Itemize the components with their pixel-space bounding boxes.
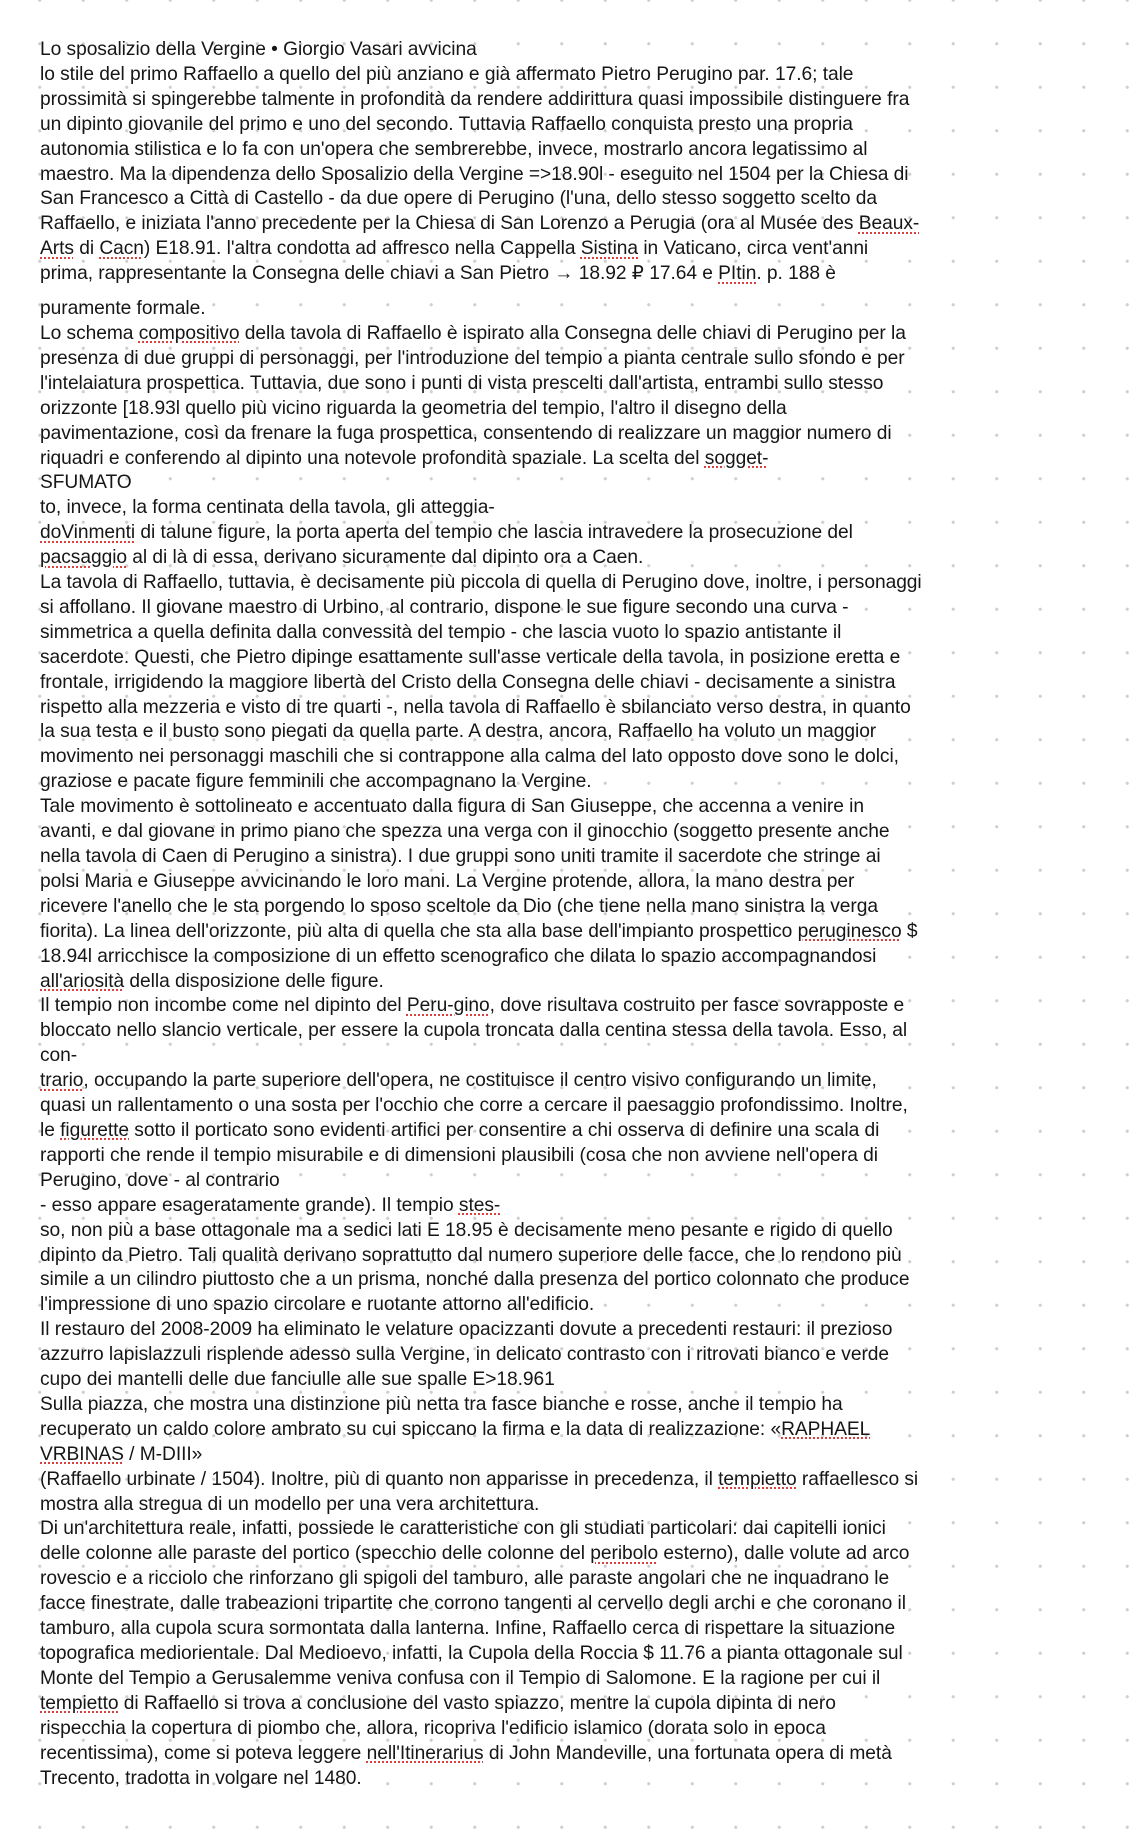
text-line bbox=[40, 895, 1040, 920]
text-run: di Raffaello si trova a conclusione del vasto spiazzo, mentre la cupola dipinta di nero bbox=[118, 1692, 836, 1714]
text-run: Lo schema bbox=[40, 322, 139, 344]
text-run: di talune figure, la porta aperta del tempio che lascia intravedere la prosecuzione del bbox=[135, 522, 853, 544]
text-run: azzurro lapislazzuli risplende adesso sulla Vergine, in delicato contrasto con i ritrovati bianco e verde bbox=[40, 1344, 890, 1366]
text-run: Il tempio non incombe come nel dipinto del bbox=[40, 995, 407, 1017]
text-line bbox=[40, 1617, 1040, 1642]
text-run: La tavola di Raffaello, tuttavia, è decisamente più piccola di quella di Perugino dove, inoltre, i personaggi bbox=[40, 572, 922, 594]
text-run: esterno), dalle volute ad arco bbox=[658, 1543, 910, 1565]
text-line bbox=[40, 212, 1040, 237]
text-run: tamburo, alla cupola scura sormontata dalla lanterna. Infine, Raffaello cerca di rispettare la situazione bbox=[40, 1618, 896, 1640]
text-run: $ bbox=[901, 920, 918, 942]
text-line bbox=[40, 347, 1040, 372]
text-line bbox=[40, 1742, 1040, 1767]
text-run: facce finestrate, dalle trabeazioni tripartite che corrono tangenti al cervello degli archi e che coronano il bbox=[40, 1593, 906, 1615]
text-line bbox=[40, 1244, 1040, 1269]
text-line bbox=[40, 1418, 1040, 1443]
text-line bbox=[40, 496, 1040, 521]
text-run: cupo dei mantelli delle due fanciulle alle sue spalle E>18.961 bbox=[40, 1369, 555, 1391]
text-line bbox=[40, 1343, 1040, 1368]
spellcheck-flagged-word: Arts bbox=[40, 238, 74, 260]
text-run: orizzonte [18.93l quello più vicino riguarda la geometria del tempio, l'altro il disegno della bbox=[40, 397, 787, 419]
text-run: - esso appare esageratamente grande). Il tempio bbox=[40, 1194, 459, 1216]
text-line bbox=[40, 521, 1040, 546]
text-run: ) E18.91. l'altra condotta ad affresco nella Cappella bbox=[143, 238, 581, 260]
text-run: 18.94l arricchisce la composizione di un effetto scenografico che dilata lo spazio accompagnandosi bbox=[40, 945, 877, 967]
text-line bbox=[40, 1144, 1040, 1169]
text-line bbox=[40, 720, 1040, 745]
text-run: simmetrica a quella definita dalla convessità del tempio - che lascia vuoto lo spazio antistante il bbox=[40, 621, 842, 643]
text-run: con- bbox=[40, 1045, 78, 1067]
text-line bbox=[40, 187, 1040, 212]
text-run: l'intelaiatura prospettica. Tuttavia, due sono i punti di vista prescelti dall'artista, entrambi sullo stesso bbox=[40, 372, 884, 394]
text-run: rapporti che rende il tempio misurabile e di dimensioni plausibili (cosa che non avviene nell'opera di bbox=[40, 1144, 878, 1166]
text-line bbox=[40, 696, 1040, 721]
text-line bbox=[40, 745, 1040, 770]
text-run: topografica mediorientale. Dal Medioevo, infatti, la Cupola della Roccia $ 11.76 a pianta ottagonale sul bbox=[40, 1643, 903, 1664]
text-line bbox=[40, 322, 1040, 347]
text-line bbox=[40, 447, 1040, 472]
text-line bbox=[40, 1468, 1040, 1493]
text-line bbox=[40, 1119, 1040, 1144]
text-line bbox=[40, 1094, 1040, 1119]
text-run: movimento nei personaggi maschili che si contrappone alla calma del lato opposto dove sono le dolci, bbox=[40, 746, 899, 768]
text-run: (Raffaello urbinate / 1504). Inoltre, più di quanto non apparisse in precedenza, il bbox=[40, 1468, 719, 1490]
text-run: rispecchia la copertura di piombo che, allora, ricopriva l'edificio islamico (dorata solo in epoca bbox=[40, 1717, 826, 1739]
spellcheck-flagged-word: trario bbox=[40, 1070, 84, 1092]
text-run: Sulla piazza, che mostra una distinzione più netta tra fasce bianche e rosse, anche il tempio ha bbox=[40, 1393, 843, 1415]
spellcheck-flagged-word: VRBINAS bbox=[40, 1443, 124, 1465]
text-run: della disposizione delle figure. bbox=[124, 970, 384, 992]
text-run: bloccato nello slancio verticale, per essere la cupola troncata dalla centina stessa della tavola. Esso, al bbox=[40, 1020, 908, 1042]
text-run: della tavola di Raffaello è ispirato alla Consegna delle chiavi di Perugino per la bbox=[239, 322, 906, 344]
text-line bbox=[40, 88, 1040, 113]
text-line bbox=[40, 646, 1040, 671]
text-run: simile a un cilindro piuttosto che a un prisma, nonché dalla presenza del portico colonnato che produce bbox=[40, 1269, 910, 1291]
text-run: Perugino, dove - al contrario bbox=[40, 1169, 280, 1191]
text-line bbox=[40, 1717, 1040, 1742]
text-run: SFUMATO bbox=[40, 472, 132, 494]
text-line bbox=[40, 994, 1040, 1019]
text-line bbox=[40, 1567, 1040, 1592]
text-line bbox=[40, 1044, 1040, 1069]
text-run: , occupando la parte superiore dell'opera, ne costituisce il centro visivo configurando un limite, bbox=[83, 1070, 877, 1092]
text-line bbox=[40, 671, 1040, 696]
text-line bbox=[40, 1194, 1040, 1219]
text-line bbox=[40, 237, 1040, 262]
text-line bbox=[40, 471, 1040, 496]
text-run: al di là di essa, derivano sicuramente dal dipinto ora a Caen. bbox=[127, 547, 644, 569]
text-run: recuperato un caldo colore ambrato su cui spiccano la firma e la data di realizzazione: « bbox=[40, 1418, 782, 1440]
text-run: Monte del Tempio a Gerusalemme veniva confusa con il Tempio di Salomone. E la ragione per cui il bbox=[40, 1667, 881, 1689]
text-line bbox=[40, 1393, 1040, 1418]
text-line bbox=[40, 397, 1040, 422]
text-line bbox=[40, 1642, 1040, 1667]
text-run: polsi Maria e Giuseppe avvicinando le loro mani. La Vergine protende, allora, la mano destra per bbox=[40, 870, 855, 892]
text-line bbox=[40, 1219, 1040, 1244]
text-run: un dipinto giovanile del primo e uno del secondo. Tuttavia Raffaello conquista presto una propria bbox=[40, 113, 853, 135]
text-run: di bbox=[73, 238, 100, 260]
text-line bbox=[40, 970, 1040, 995]
spellcheck-flagged-word: peribolo bbox=[590, 1543, 659, 1565]
text-line bbox=[40, 1293, 1040, 1318]
spellcheck-flagged-word: tempietto bbox=[40, 1692, 119, 1714]
text-run: to, invece, la forma centinata della tavola, gli atteggia- bbox=[40, 497, 495, 519]
text-line bbox=[40, 1667, 1040, 1692]
text-line bbox=[40, 820, 1040, 845]
text-line bbox=[40, 1767, 1040, 1792]
spellcheck-flagged-word: Beaux- bbox=[858, 213, 920, 235]
spellcheck-flagged-word: RAPHAEL bbox=[781, 1418, 871, 1440]
text-run: Trecento, tradotta in volgare nel 1480. bbox=[40, 1767, 362, 1789]
text-line bbox=[40, 596, 1040, 621]
text-line bbox=[40, 1443, 1040, 1468]
text-run: raffaellesco si bbox=[796, 1468, 919, 1490]
spellcheck-flagged-word: all'ariosità bbox=[40, 970, 125, 992]
text-line bbox=[40, 1069, 1040, 1094]
text-run: in Vaticano, circa vent'anni bbox=[638, 238, 869, 260]
text-line bbox=[40, 945, 1040, 970]
text-run: maestro. Ma la dipendenza dello Sposalizio della Vergine =>18.90l - eseguito nel 1504 per la Chiesa di bbox=[40, 163, 909, 185]
text-line bbox=[40, 795, 1040, 820]
text-line bbox=[40, 297, 1040, 322]
text-run: so, non più a base ottagonale ma a sedici lati E 18.95 è decisamente meno pesante e rigido di quello bbox=[40, 1219, 893, 1241]
text-line bbox=[40, 372, 1040, 397]
text-run: Il restauro del 2008-2009 ha eliminato le velature opacizzanti dovute a precedenti restauri: il prezioso bbox=[40, 1319, 893, 1341]
text-run: , dove risultava costruito per fasce sovrapposte e bbox=[489, 995, 905, 1017]
spellcheck-flagged-word: stes- bbox=[458, 1194, 501, 1216]
text-run: si affollano. Il giovane maestro di Urbino, al contrario, dispone le sue figure secondo una curva - bbox=[40, 596, 849, 618]
text-line bbox=[40, 845, 1040, 870]
text-run: riquadri e conferendo al dipinto una notevole profondità spaziale. La scelta del bbox=[40, 447, 705, 469]
text-run: le bbox=[40, 1119, 61, 1141]
text-run: presenza di due gruppi di personaggi, per l'introduzione del tempio a pianta centrale sullo sfondo e per bbox=[40, 347, 905, 369]
text-run: la sua testa e il busto sono piegati da quella parte. A destra, ancora, Raffaello ha voluto un maggior bbox=[40, 721, 877, 743]
text-run: dipinto da Pietro. Tali qualità derivano soprattutto dal numero superiore delle facce, che lo rendono più bbox=[40, 1244, 902, 1266]
document-page bbox=[40, 38, 1040, 1791]
text-line bbox=[40, 770, 1040, 795]
text-run: avanti, e dal giovane in primo piano che spezza una verga con il ginocchio (soggetto presente anche bbox=[40, 821, 890, 843]
text-line bbox=[40, 546, 1040, 571]
spellcheck-flagged-word: nell'Itinerarius bbox=[366, 1742, 484, 1764]
text-run: San Francesco a Città di Castello - da due opere di Perugino (l'una, dello stesso soggetto scelto da bbox=[40, 188, 878, 210]
text-run: Di un'architettura reale, infatti, possiede le caratteristiche con gli studiati particolari: dai capitelli ionici bbox=[40, 1518, 886, 1540]
text-run: fiorita). La linea dell'orizzonte, più alta di quella che sta alla base dell'impianto prospettico bbox=[40, 920, 798, 942]
text-run: delle colonne alle paraste del portico (specchio delle colonne del bbox=[40, 1543, 591, 1565]
text-line bbox=[40, 571, 1040, 596]
text-line bbox=[40, 262, 1040, 287]
text-run: sacerdote. Questi, che Pietro dipinge esattamente sull'asse verticale della tavola, in posizione eretta e bbox=[40, 646, 901, 668]
text-line bbox=[40, 113, 1040, 138]
text-run: l'impressione di uno spazio circolare e ruotante attorno all'edificio. bbox=[40, 1294, 595, 1316]
text-line bbox=[40, 63, 1040, 88]
text-run: autonomia stilistica e lo fa con un'opera che sembrerebbe, invece, mostrarlo ancora legatissimo al bbox=[40, 138, 868, 160]
text-line bbox=[40, 1493, 1040, 1518]
text-run: quasi un rallentamento o una sosta per l'occhio che corre a cercare il paesaggio profondissimo. Inoltre, bbox=[40, 1095, 908, 1117]
text-run: ricevere l'anello che le sta porgendo lo sposo sceltole da Dio (che tiene nella mano sinistra la verga bbox=[40, 895, 878, 917]
text-line bbox=[40, 621, 1040, 646]
spellcheck-flagged-word: PItin bbox=[718, 263, 757, 285]
text-line bbox=[40, 1692, 1040, 1717]
spellcheck-flagged-word: Cacn bbox=[99, 238, 144, 260]
spellcheck-flagged-word: pacsaggio bbox=[40, 547, 128, 569]
text-line bbox=[40, 138, 1040, 163]
spellcheck-flagged-word: tempietto bbox=[718, 1468, 797, 1490]
spellcheck-flagged-word: Peru-gino bbox=[406, 995, 490, 1017]
text-run: . p. 188 è bbox=[756, 263, 836, 285]
text-line bbox=[40, 920, 1040, 945]
text-run: prima, rappresentante la Consegna delle chiavi a San Pietro → 18.92 ₽ 17.64 e bbox=[40, 263, 719, 285]
spellcheck-flagged-word: peruginesco bbox=[797, 920, 902, 942]
text-run: pavimentazione, così da frenare la fuga prospettica, consentendo di realizzare un maggior numero di bbox=[40, 422, 892, 444]
text-run: Raffaello, e iniziata l'anno precedente per la Chiesa di San Lorenzo a Perugia (ora al Musée des bbox=[40, 213, 859, 235]
text-run: recentissima), come si poteva leggere bbox=[40, 1742, 367, 1764]
text-run: frontale, irrigidendo la maggiore libertà del Cristo della Consegna delle chiavi - decisamente a sinistra bbox=[40, 671, 896, 693]
text-run: puramente formale. bbox=[40, 298, 206, 320]
spellcheck-flagged-word: compositivo bbox=[138, 322, 240, 344]
text-line bbox=[40, 1019, 1040, 1044]
text-line bbox=[40, 1368, 1040, 1393]
text-run: lo stile del primo Raffaello a quello del più anziano e già affermato Pietro Perugino par. 17.6; tale bbox=[40, 63, 854, 85]
text-run: Lo sposalizio della Vergine • Giorgio Vasari avvicina bbox=[40, 39, 477, 60]
spellcheck-flagged-word: sogget- bbox=[704, 447, 769, 469]
spellcheck-flagged-word: doVinmenti bbox=[40, 522, 136, 544]
text-line bbox=[40, 870, 1040, 895]
text-run: Tale movimento è sottolineato e accentuato dalla figura di San Giuseppe, che accenna a venire in bbox=[40, 796, 864, 818]
text-run: sotto il porticato sono evidenti artifici per consentire a chi osserva di definire una scala di bbox=[129, 1119, 880, 1141]
text-run: rispetto alla mezzeria e visto di tre quarti -, nella tavola di Raffaello è sbilanciato verso destra, in quanto bbox=[40, 696, 911, 718]
text-line bbox=[40, 1517, 1040, 1542]
spellcheck-flagged-word: figurette bbox=[60, 1119, 130, 1141]
text-line bbox=[40, 163, 1040, 188]
text-line bbox=[40, 1268, 1040, 1293]
text-run: prossimità si spingerebbe talmente in profondità da rendere addirittura quasi impossibile distinguere fra bbox=[40, 88, 910, 110]
text-run: mostra alla stregua di un modello per una vera architettura. bbox=[40, 1493, 540, 1515]
text-line bbox=[40, 1169, 1040, 1194]
text-run: rovescio e a ricciolo che rinforzano gli spigoli del tamburo, alle paraste angolari che ne inquadrano le bbox=[40, 1568, 890, 1590]
text-run: / M-DIII» bbox=[123, 1443, 203, 1465]
text-line bbox=[40, 422, 1040, 447]
text-line bbox=[40, 1318, 1040, 1343]
text-run: di John Mandeville, una fortunata opera di metà bbox=[483, 1742, 892, 1764]
spellcheck-flagged-word: Sistina bbox=[580, 238, 639, 260]
text-line bbox=[40, 1542, 1040, 1567]
text-run: graziose e pacate figure femminili che accompagnano la Vergine. bbox=[40, 771, 592, 793]
text-run: nella tavola di Caen di Perugino a sinistra). I due gruppi sono uniti tramite il sacerdote che stringe ai bbox=[40, 846, 881, 867]
text-line bbox=[40, 38, 1040, 63]
text-line bbox=[40, 1592, 1040, 1617]
